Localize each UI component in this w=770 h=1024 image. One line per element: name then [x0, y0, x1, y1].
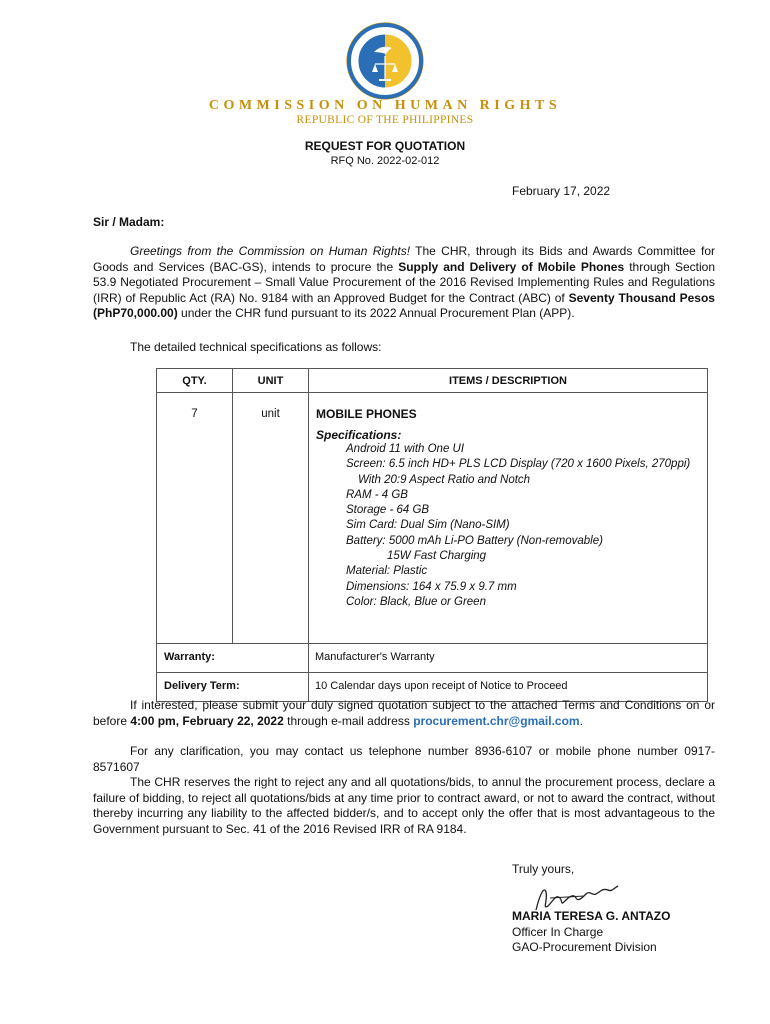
- specs-intro: The detailed technical specifications as follows:: [130, 340, 382, 354]
- org-name: COMMISSION ON HUMAN RIGHTS: [208, 98, 562, 113]
- item-name: MOBILE PHONES: [316, 407, 417, 421]
- spec-line: With 20:9 Aspect Ratio and Notch: [358, 473, 531, 486]
- table-row: [157, 393, 708, 644]
- spec-line: Screen: 6.5 inch HD+ PLS LCD Display (720 x 1600 Pixels, 270ppi): [346, 458, 691, 471]
- submission-paragraph: [93, 698, 715, 729]
- table-header-row: [157, 369, 708, 393]
- spec-line: Battery: 5000 mAh Li-PO Battery (Non-removable): [346, 534, 603, 547]
- header-qty: QTY.: [157, 369, 233, 393]
- email-link[interactable]: procurement.chr@gmail.com: [413, 713, 580, 728]
- submission-text-a: If interested, please submit your duly signed quotation subject to the attached Terms and Conditions on or before: [93, 698, 715, 728]
- intro-text-a: The CHR, through its Bids and Awards Committee for Goods and Services (BAC-GS), intends to procure the: [93, 244, 716, 274]
- budget-amount: Seventy Thousand Pesos (PhP70,000.00): [93, 290, 715, 320]
- specifications-table: [156, 368, 708, 702]
- description-cell: [309, 393, 708, 644]
- greeting-text: Greetings from the Commission on Human Rights!: [130, 244, 411, 258]
- chr-seal-logo: [346, 22, 424, 100]
- valediction: Truly yours,: [512, 862, 575, 876]
- intro-text-c: through Section 53.9 Negotiated Procurement – Small Value Procurement of the 2016 Revised Implementing Rules and Regulations (IRR) of Republic Act (RA) No. 9184 with an Approved Budget for the Contract (ABC) of: [93, 259, 715, 305]
- document-title: REQUEST FOR QUOTATION: [304, 139, 466, 153]
- spec-line: Material: Plastic: [346, 565, 428, 578]
- header-description: ITEMS / DESCRIPTION: [309, 369, 708, 393]
- spec-line: Storage - 64 GB: [346, 504, 430, 517]
- warranty-value: Manufacturer's Warranty: [309, 644, 708, 673]
- deadline: 4:00 pm, February 22, 2022: [130, 713, 284, 728]
- submission-text-b: through e-mail address: [283, 713, 414, 728]
- warranty-row: [157, 644, 708, 673]
- procurement-subject: Supply and Delivery of Mobile Phones: [398, 259, 625, 274]
- rfq-number: RFQ No. 2022-02-012: [330, 155, 440, 167]
- contact-paragraph: For any clarification, you may contact us telephone number 8936-6107 or mobile phone number 0917-8571607: [93, 744, 715, 774]
- signatory-division: GAO-Procurement Division: [512, 940, 657, 954]
- signatory-title: Officer In Charge: [512, 925, 604, 939]
- intro-text-e: under the CHR fund pursuant to its 2022 Annual Procurement Plan (APP).: [177, 306, 575, 320]
- delivery-label: Delivery Term:: [157, 673, 309, 702]
- spec-line: Android 11 with One UI: [346, 443, 465, 455]
- submission-text-c: .: [579, 713, 583, 728]
- header-unit: UNIT: [233, 369, 309, 393]
- unit-cell: unit: [233, 393, 309, 644]
- intro-paragraph: [93, 244, 715, 322]
- signatory-name: MARIA TERESA G. ANTAZO: [512, 909, 671, 923]
- spec-line: Color: Black, Blue or Green: [346, 595, 486, 608]
- warranty-label: Warranty:: [157, 644, 309, 673]
- spec-line: RAM - 4 GB: [346, 488, 408, 501]
- spec-heading: Specifications:: [316, 428, 402, 442]
- spec-line: Dimensions: 164 x 75.9 x 9.7 mm: [346, 580, 517, 593]
- reservation-paragraph: The CHR reserves the right to reject any and all quotations/bids, to annul the procurement process, declare a failure of bidding, to reject all quotations/bids at any time prior to contract award, or not to award the contract, without thereby incurring any liability to the affected bidder/s, and to accept only the offer that is most advantageous to the Government pursuant to Sec. 41 of the 2016 Revised IRR of RA 9184.: [93, 775, 715, 836]
- qty-cell: 7: [157, 393, 233, 644]
- spec-line: Sim Card: Dual Sim (Nano-SIM): [346, 519, 510, 532]
- delivery-value: 10 Calendar days upon receipt of Notice to Proceed: [309, 673, 708, 702]
- spec-line: 15W Fast Charging: [387, 550, 487, 563]
- salutation: Sir / Madam:: [93, 215, 165, 229]
- org-subtitle: REPUBLIC OF THE PHILIPPINES: [296, 114, 474, 126]
- document-date: February 17, 2022: [512, 184, 611, 198]
